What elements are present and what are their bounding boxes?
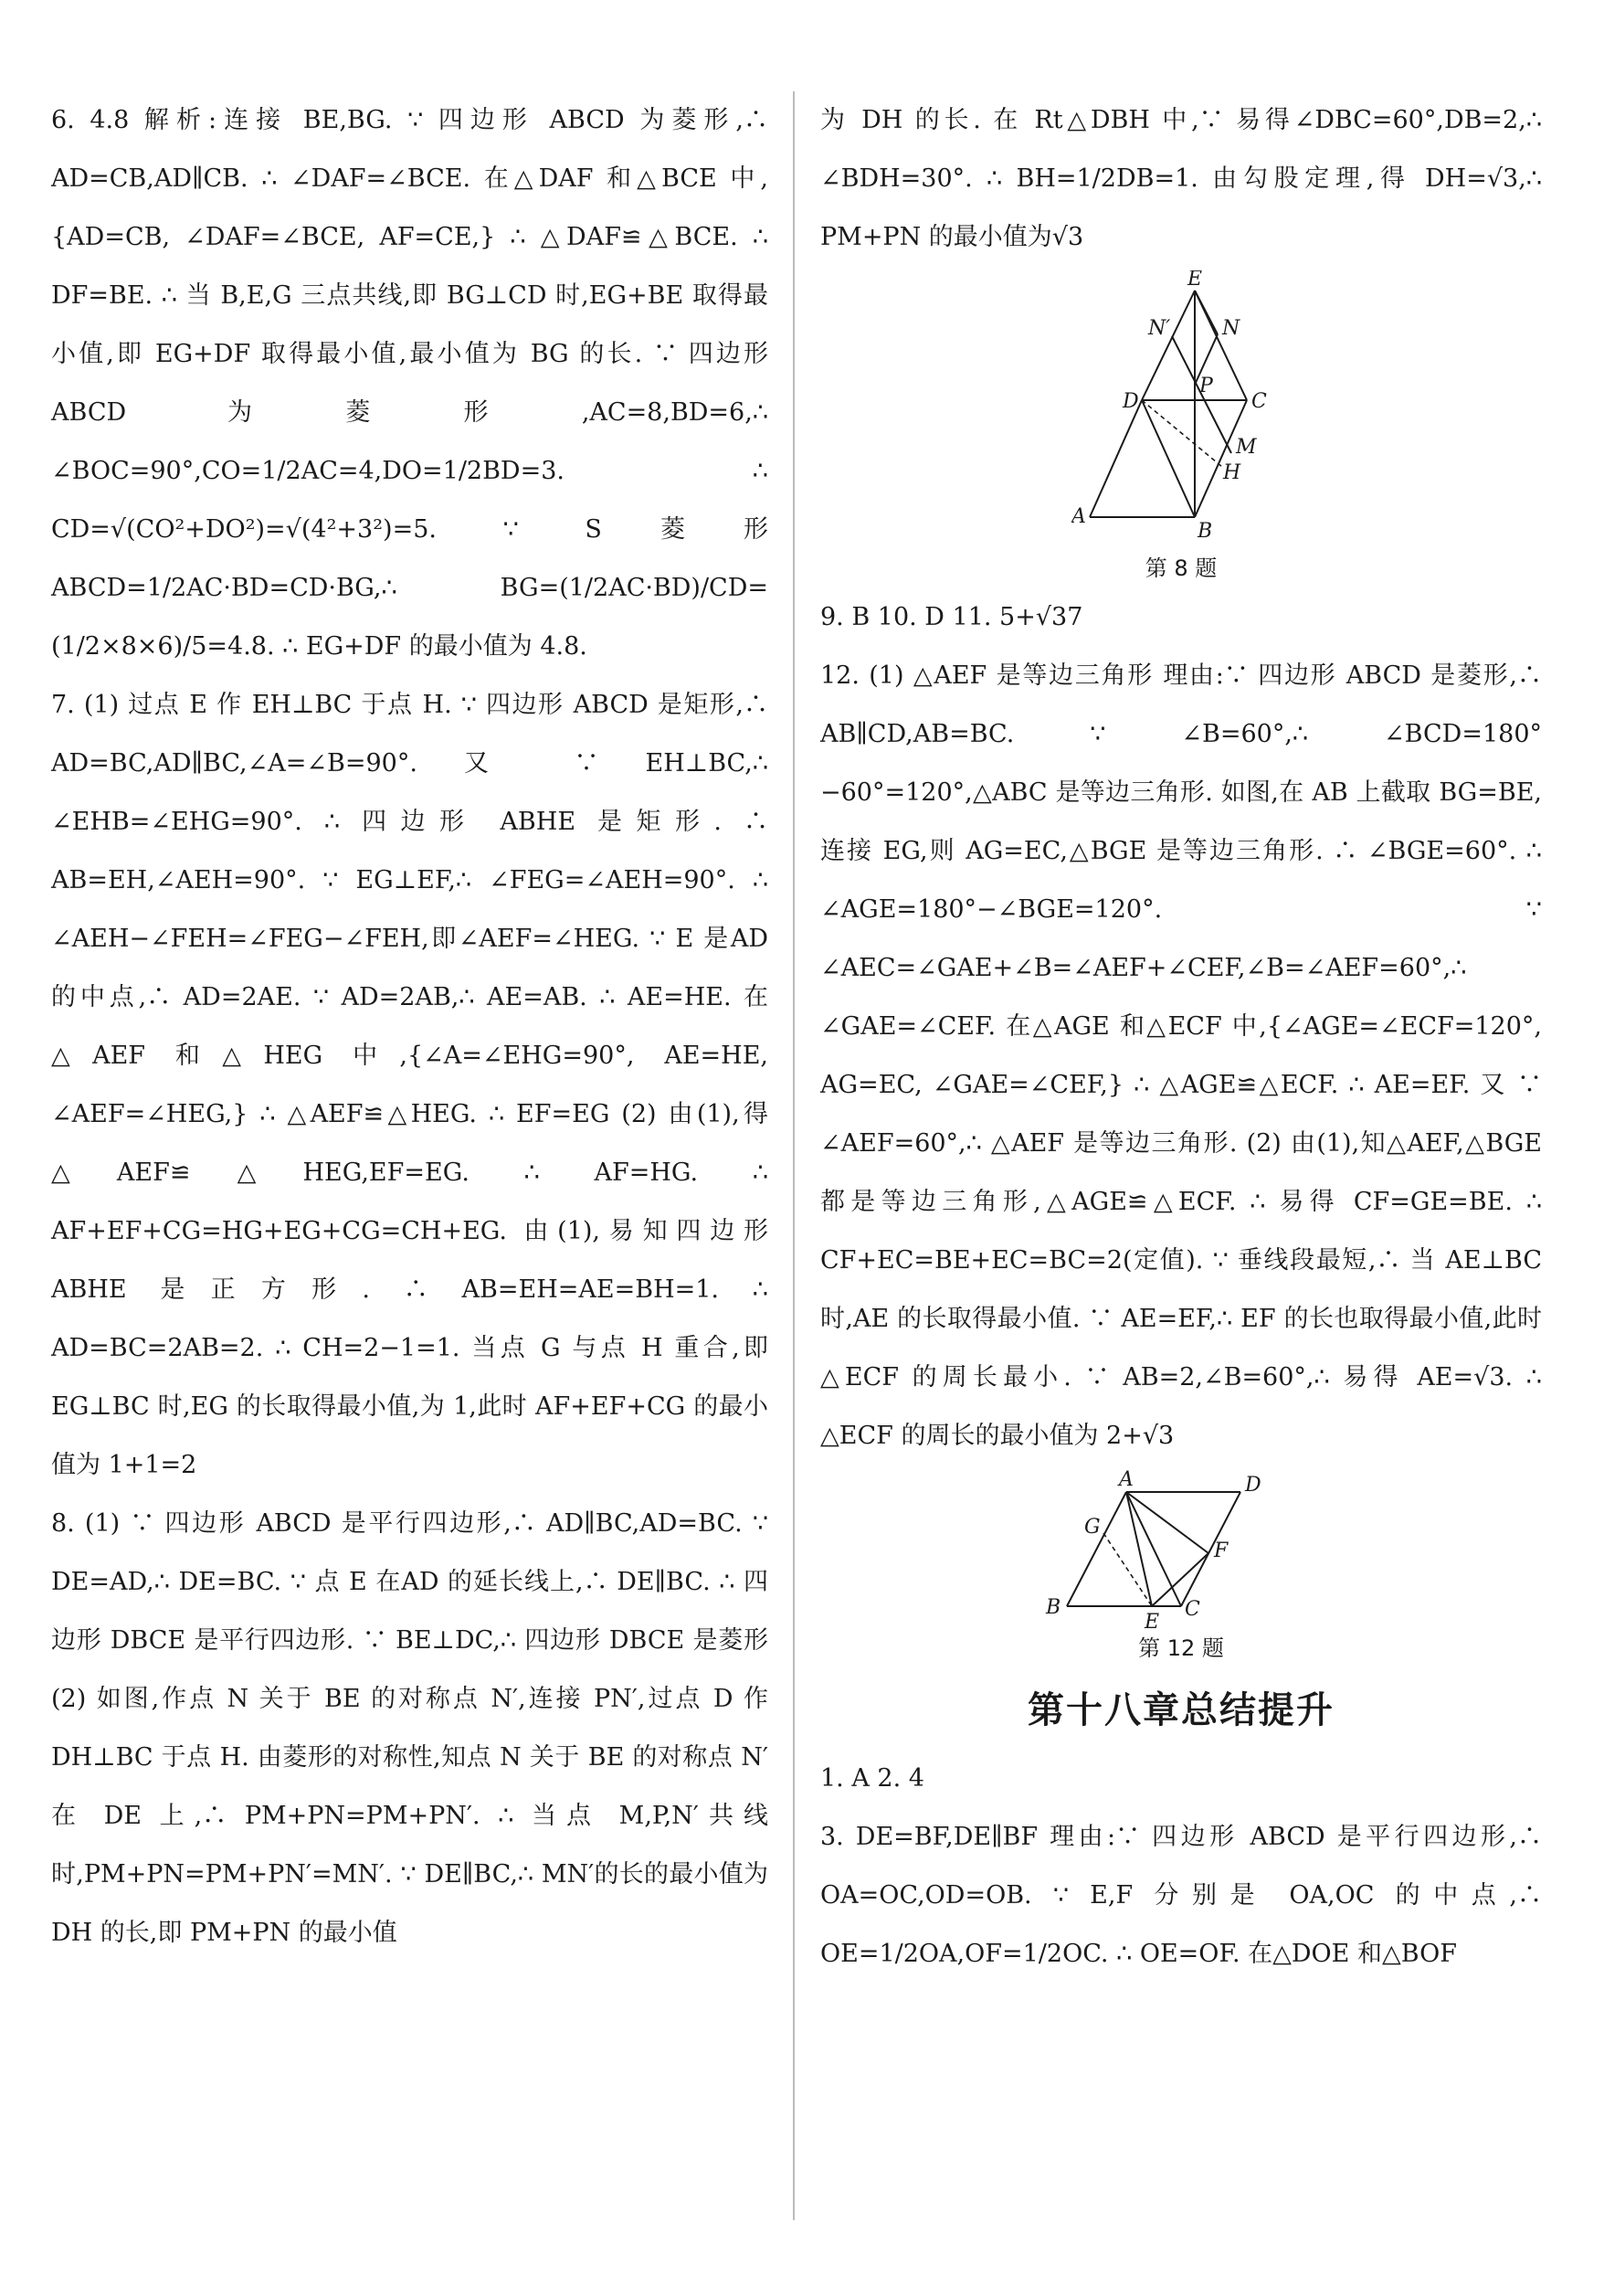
answer-8: 8. (1) ∵ 四边形 ABCD 是平行四边形,∴ AD∥BC,AD=BC. ∵ DE=AD,∴ DE=BC. ∵ 点 E 在AD 的延长线上,∴ DE∥BC. ∴ 四边形 DBCE 是平行四边形. ∵ BE⊥DC,∴ 四边形 DBCE 是菱形 (2) 如图,作点 N 关于 BE 的对称点 N′,连接 PN′,过点 D 作 DH⊥BC 于点 H. 由菱形的对称性,知点 N 关于 BE 的对称点 N′在 DE 上,∴ PM+PN=PM+PN′. ∴ 当点 M,P,N′共线时,PM+PN=PM+PN′=MN′. ∵ DE∥BC,∴ MN′的长的最小值为 DH 的长,即 PM+PN 的最小值	[51, 1509, 768, 1947]
label-D: D	[1123, 390, 1139, 413]
label-A: A	[1119, 1469, 1134, 1491]
label-B: B	[1198, 520, 1213, 543]
chapter-answers-1-2: 1. A 2. 4	[820, 1764, 924, 1793]
chapter-answer-3: 3. DE=BF,DE∥BF 理由:∵ 四边形 ABCD 是平行四边形,∴ OA=OC,OD=OB. ∵ E,F 分别是 OA,OC 的中点,∴ OE=1/2OA,OF=1/2OC. ∴ OE=OF. 在△DOE 和△BOF	[820, 1823, 1542, 1968]
answer-12: 12. (1) △AEF 是等边三角形 理由:∵ 四边形 ABCD 是菱形,∴ AB∥CD,AB=BC. ∵ ∠B=60°,∴ ∠BCD=180°−60°=120°,△ABC 是等边三角形. 如图,在 AB 上截取 BG=BE,连接 EG,则 AG=EC,△BGE 是等边三角形. ∴ ∠BGE=60°. ∴ ∠AGE=180°−∠BGE=120°. ∵ ∠AEC=∠GAE+∠B=∠AEF+∠CEF,∠B=∠AEF=60°,∴ ∠GAE=∠CEF. 在△AGE 和△ECF 中,{∠AGE=∠ECF=120°, AG=EC, ∠GAE=∠CEF,} ∴ △AGE≌△ECF. ∴ AE=EF. 又 ∵ ∠AEF=60°,∴ △AEF 是等边三角形. (2) 由(1),知△AEF,△BGE 都是等边三角形,△AGE≌△ECF. ∴ 易得 CF=GE=BE. ∴ CF+EC=BE+EC=BC=2(定值). ∵ 垂线段最短,∴ 当 AE⊥BC 时,AE 的长取得最小值. ∵ AE=EF,∴ EF 的长也取得最小值,此时△ECF 的周长最小. ∵ AB=2,∠B=60°,∴ 易得 AE=√3. ∴ △ECF 的周长的最小值为 2+√3	[820, 661, 1542, 1450]
label-E: E	[1187, 270, 1203, 291]
answer-6: 6. 4.8 解析:连接 BE,BG. ∵ 四边形 ABCD 为菱形,∴ AD=CB,AD∥CB. ∴ ∠DAF=∠BCE. 在△DAF 和△BCE 中,{AD=CB, ∠DAF=∠BCE, AF=CE,} ∴ △DAF≌△BCE. ∴ DF=BE. ∴ 当 B,E,G 三点共线,即 BG⊥CD 时,EG+BE 取得最小值,即 EG+DF 取得最小值,最小值为 BG 的长. ∵ 四边形 ABCD 为菱形,AC=8,BD=6,∴ ∠BOC=90°,CO=1/2AC=4,DO=1/2BD=3. ∴ CD=√(CO²+DO²)=√(4²+3²)=5. ∵ S菱形ABCD=1/2AC·BD=CD·BG,∴ BG=(1/2AC·BD)/CD=(1/2×8×6)/5=4.8. ∴ EG+DF 的最小值为 4.8.	[51, 106, 768, 661]
label-D: D	[1245, 1474, 1261, 1497]
chapter-title: 第十八章总结提升	[1028, 1689, 1335, 1731]
label-G: G	[1084, 1516, 1101, 1539]
figure-8-caption: 第 8 题	[1145, 555, 1218, 581]
answers-9-11: 9. B 10. D 11. 5+√37	[820, 603, 1083, 631]
figure-12-diagram	[1044, 1469, 1318, 1634]
label-H: H	[1223, 461, 1241, 484]
label-F: F	[1214, 1539, 1229, 1562]
label-M: M	[1236, 436, 1257, 459]
answer-7: 7. (1) 过点 E 作 EH⊥BC 于点 H. ∵ 四边形 ABCD 是矩形,∴ AD=BC,AD∥BC,∠A=∠B=90°. 又 ∵ EH⊥BC,∴ ∠EHB=∠EHG=90°. ∴ 四边形 ABHE 是矩形. ∴ AB=EH,∠AEH=90°. ∵ EG⊥EF,∴ ∠FEG=∠AEH=90°. ∴ ∠AEH−∠FEH=∠FEG−∠FEH,即∠AEF=∠HEG. ∵ E 是AD 的中点,∴ AD=2AE. ∵ AD=2AB,∴ AE=AB. ∴ AE=HE. 在△AEF 和△HEG 中,{∠A=∠EHG=90°, AE=HE, ∠AEF=∠HEG,} ∴ △AEF≌△HEG. ∴ EF=EG (2) 由(1),得△AEF≌△HEG,EF=EG. ∴ AF=HG. ∴ AF+EF+CG=HG+EG+CG=CH+EG. 由(1),易知四边形 ABHE 是正方形. ∴ AB=EH=AE=BH=1. ∴ AD=BC=2AB=2. ∴ CH=2−1=1. 当点 G 与点 H 重合,即 EG⊥BC 时,EG 的长取得最小值,为 1,此时 AF+EF+CG 的最小值为 1+1=2	[51, 691, 768, 1479]
label-E: E	[1145, 1611, 1160, 1634]
column-divider	[793, 91, 795, 2220]
label-N-prime: N′	[1148, 317, 1171, 340]
left-column	[51, 91, 768, 1963]
figure-12	[820, 1469, 1542, 1663]
figure-8-diagram	[1071, 270, 1291, 554]
right-column	[820, 91, 1542, 1984]
answer-8-continued: 为 DH 的长. 在 Rt△DBH 中,∵ 易得∠DBC=60°,DB=2,∴ ∠BDH=30°. ∴ BH=1/2DB=1. 由勾股定理,得 DH=√3,∴ PM+PN 的最小值为√3	[820, 106, 1542, 251]
label-P: P	[1199, 375, 1213, 397]
label-C: C	[1251, 390, 1267, 413]
label-B: B	[1046, 1596, 1061, 1619]
figure-8	[820, 270, 1542, 583]
label-N: N	[1222, 317, 1240, 340]
figure-12-caption: 第 12 题	[1138, 1635, 1224, 1661]
label-A: A	[1071, 505, 1086, 528]
label-C: C	[1185, 1598, 1200, 1621]
